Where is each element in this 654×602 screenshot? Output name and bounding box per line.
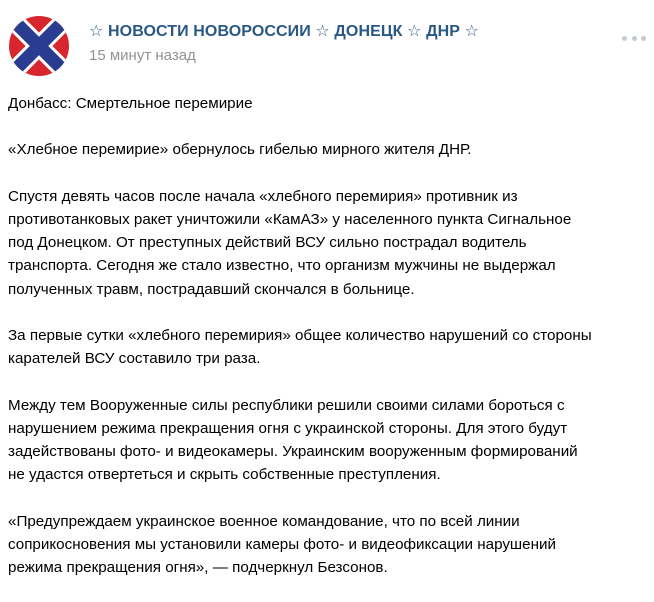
post-paragraph [8, 324, 648, 370]
post-text [8, 92, 648, 602]
post-text-line: соприкосновения мы установили камеры фото- и видеофиксации нарушений [8, 535, 556, 553]
post-text-line: транспорта. Сегодня же стало известно, что организм мужчины не выдержал [8, 257, 556, 275]
post-text-line: под Донецком. От преступных действий ВСУ сильно пострадал водитель [8, 234, 527, 252]
post-text-line: карателей ВСУ составило три раза. [8, 350, 261, 368]
post-text-line: полученных травм, пострадавший скончался в больнице. [8, 280, 415, 298]
novorossiya-flag-icon[interactable] [9, 16, 69, 76]
more-dots-icon[interactable] [622, 34, 646, 42]
post-paragraph [8, 92, 648, 115]
post-text-line: «Хлебное перемирие» обернулось гибелью мирного жителя ДНР. [8, 141, 472, 159]
post-author-link[interactable]: ☆ НОВОСТИ НОВОРОССИИ ☆ ДОНЕЦК ☆ ДНР ☆ [89, 23, 479, 40]
post-text-line: нарушением режима прекращения огня с украинской стороны. Для этого будут [8, 419, 568, 437]
post-text-line: За первые сутки «хлебного перемирия» общее количество нарушений со стороны [8, 326, 592, 344]
menu-dot [641, 36, 646, 41]
menu-dot [622, 36, 627, 41]
post-text-line: Донбасс: Смертельное перемирие [8, 95, 253, 112]
post-paragraph [8, 510, 648, 580]
post-paragraph [8, 138, 648, 161]
post-paragraph [8, 394, 648, 487]
post-text-line: «Предупреждаем украинское военное командование, что по всей линии [8, 512, 520, 530]
post-text-line: противотанковых ракет уничтожили «КамАЗ» у населенного пункта Сигнальное [8, 210, 572, 228]
menu-dot [632, 36, 637, 41]
post-text-line: задействованы фото- и видеокамеры. Украинским вооруженным формирований [8, 442, 578, 460]
post-timestamp[interactable]: 15 минут назад [89, 47, 196, 64]
post-text-line: Спустя девять часов после начала «хлебного перемирия» противник из [8, 187, 518, 205]
post-text-line: не удастся отвертеться и скрыть собственные преступления. [8, 466, 441, 484]
post-text-line: режима прекращения огня», — подчеркнул Безсонов. [8, 558, 388, 576]
post-paragraph [8, 185, 648, 301]
post-text-line: Между тем Вооруженные силы республики решили своими силами бороться с [8, 396, 565, 414]
